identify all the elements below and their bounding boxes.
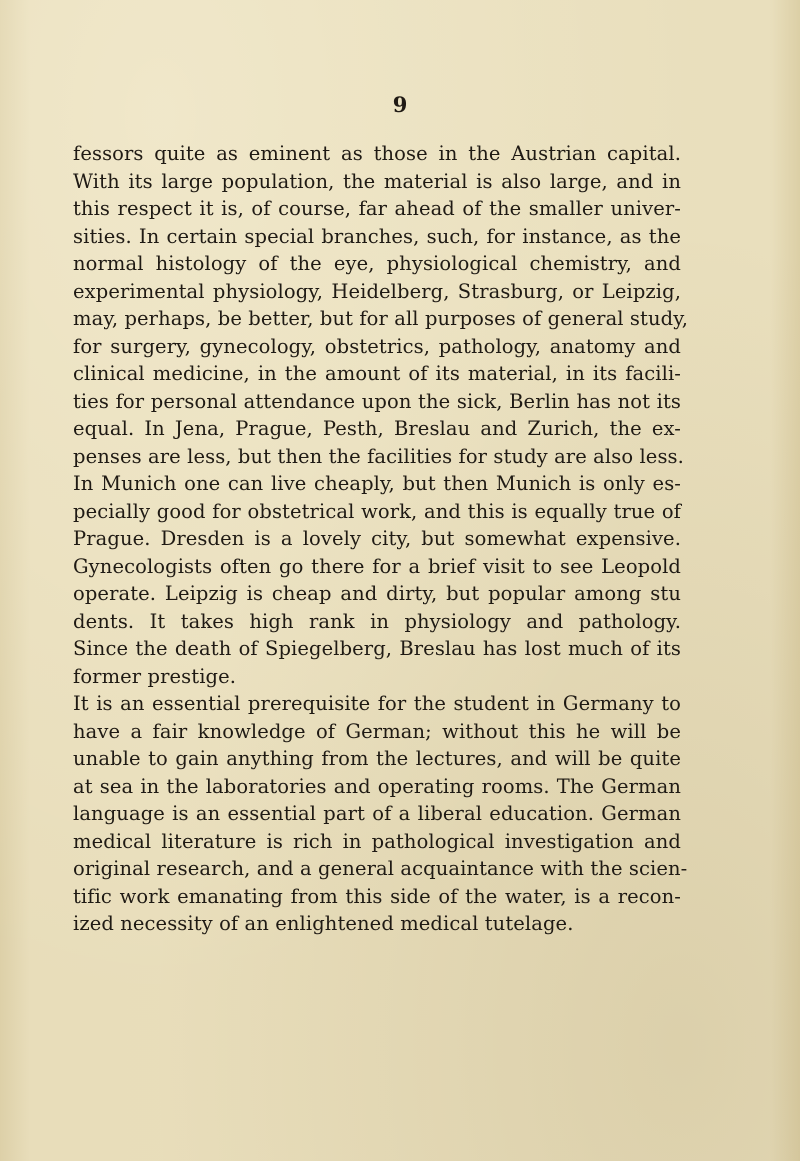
- text-line: penses are less, but then the facilities for study are also less.: [73, 444, 684, 468]
- text-line: language is an essential part of a liberal education. German: [73, 802, 681, 825]
- text-line: for surgery, gynecology, obstetrics, pathology, anatomy and: [73, 334, 681, 358]
- text-line: normal histology of the eye, physiological chemistry, and: [73, 252, 681, 275]
- text-line: ties for personal attendance upon the sick, Berlin has not its: [73, 389, 681, 413]
- text-line: fessors quite as eminent as those in the Austrian capital.: [73, 142, 681, 165]
- text-line: clinical medicine, in the amount of its material, in its facili-: [73, 362, 681, 385]
- text-line: unable to gain anything from the lectures, and will be quite: [73, 747, 681, 770]
- text-line: Since the death of Spiegelberg, Breslau has lost much of its: [73, 637, 681, 660]
- text-line: With its large population, the material is also large, and in: [73, 169, 681, 193]
- body-text: [73, 140, 689, 938]
- text-line: this respect it is, of course, far ahead of the smaller univer-: [73, 197, 681, 220]
- text-line: original research, and a general acquaintance with the scien-: [73, 857, 688, 880]
- page-number: 9: [392, 92, 408, 117]
- text-line: experimental physiology, Heidelberg, Strasburg, or Leipzig,: [73, 279, 681, 303]
- text-line: at sea in the laboratories and operating rooms. The German: [73, 774, 681, 798]
- text-line: pecially good for obstetrical work, and this is equally true of: [73, 499, 681, 523]
- text-line: In Munich one can live cheaply, but then Munich is only es-: [73, 472, 681, 495]
- text-line: Gynecologists often go there for a brief visit to see Leopold: [73, 554, 681, 578]
- text-line: may, perhaps, be better, but for all purposes of general study,: [73, 307, 689, 330]
- text-line: have a fair knowledge of German; without this he will be: [73, 719, 681, 743]
- text-line: dents. It takes high rank in physiology and pathology.: [73, 609, 681, 633]
- text-line: tific work emanating from this side of the water, is a recon-: [73, 884, 681, 908]
- text-line: ized necessity of an enlightened medical tutelage.: [73, 912, 574, 935]
- text-line: Prague. Dresden is a lovely city, but somewhat expensive.: [73, 527, 681, 550]
- text-line: former prestige.: [73, 664, 237, 688]
- text-line: medical literature is rich in pathological investigation and: [73, 829, 681, 853]
- text-line: equal. In Jena, Prague, Pesth, Breslau and Zurich, the ex-: [73, 417, 681, 440]
- text-line: It is an essential prerequisite for the student in Germany to: [73, 692, 681, 715]
- text-line: sities. In certain special branches, such, for instance, as the: [73, 224, 681, 248]
- text-line: operate. Leipzig is cheap and dirty, but popular among stu: [73, 582, 681, 605]
